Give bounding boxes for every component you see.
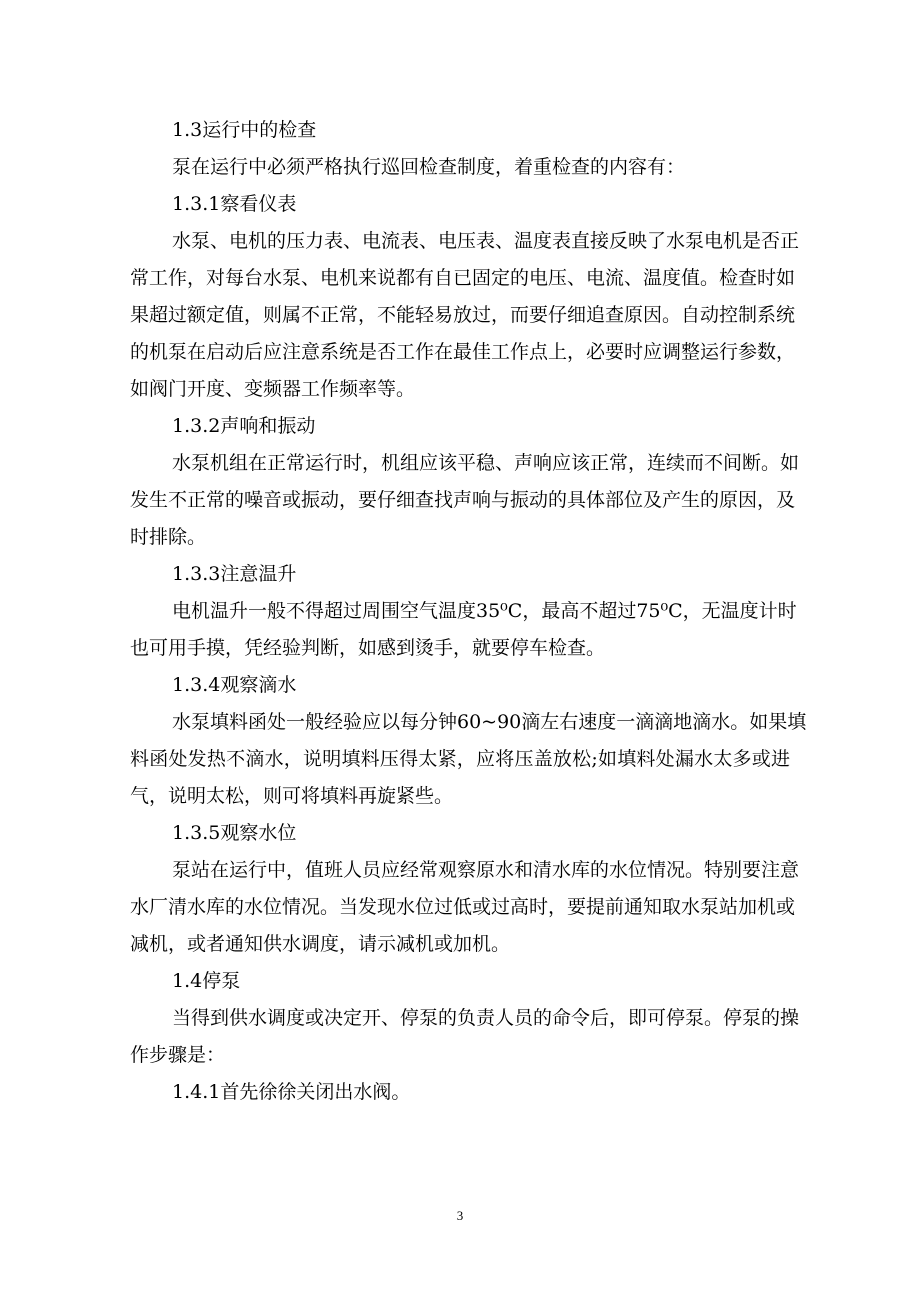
paragraph-line: 减机，或者通知供水调度，请示减机或加机。: [130, 933, 511, 955]
section-heading: 1.4.1首先徐徐关闭出水阀。: [172, 1081, 411, 1103]
section-heading: 1.3运行中的检查: [172, 119, 317, 141]
paragraph-line: 如阀门开度、变频器工作频率等。: [130, 378, 416, 400]
section-heading: 1.3.2声响和振动: [172, 415, 316, 437]
section-heading: 1.3.5观察水位: [172, 822, 297, 844]
paragraph-line: 时排除。: [130, 526, 207, 548]
paragraph-line: 水厂清水库的水位情况。当发现水位过低或过高时，要提前通知取水泵站加机或: [130, 896, 796, 918]
page-number: 3: [456, 1208, 464, 1223]
paragraph-line: 常工作，对每台水泵、电机来说都有自已固定的电压、电流、温度值。检查时如: [130, 267, 796, 289]
paragraph-line: 泵站在运行中，值班人员应经常观察原水和清水库的水位情况。特别要注意: [172, 859, 800, 881]
document-body: [130, 112, 807, 1111]
paragraph-line: 气，说明太松，则可将填料再旋紧些。: [130, 785, 454, 807]
paragraph-line: 发生不正常的噪音或振动，要仔细查找声响与振动的具体部位及产生的原因，及: [130, 489, 796, 511]
section-heading: 1.4停泵: [172, 970, 241, 992]
paragraph-line: 的机泵在启动后应注意系统是否工作在最佳工作点上，必要时应调整运行参数，: [130, 341, 796, 363]
paragraph-line: 作步骤是：: [130, 1044, 226, 1066]
paragraph-line: 也可用手摸，凭经验判断，如感到烫手，就要停车检查。: [130, 637, 606, 659]
section-heading: 1.3.4观察滴水: [172, 674, 297, 696]
paragraph-line: 水泵填料函处一般经验应以每分钟60~90滴左右速度一滴滴地滴水。如果填: [172, 711, 807, 733]
paragraph-line: 料函处发热不滴水，说明填料压得太紧，应将压盖放松;如填料处漏水太多或进: [130, 748, 790, 770]
paragraph-line: 电机温升一般不得超过周围空气温度35⁰C，最高不超过75⁰C，无温度计时: [172, 600, 797, 622]
paragraph-line: 当得到供水调度或决定开、停泵的负责人员的命令后，即可停泵。停泵的操: [172, 1007, 800, 1029]
section-heading: 1.3.3注意温升: [172, 563, 297, 585]
paragraph-line: 果超过额定值，则属不正常，不能轻易放过，而要仔细追查原因。自动控制系统: [130, 304, 796, 326]
paragraph-line: 水泵、电机的压力表、电流表、电压表、温度表直接反映了水泵电机是否正: [172, 230, 800, 252]
section-heading: 1.3.1察看仪表: [172, 193, 297, 215]
paragraph-line: 泵在运行中必须严格执行巡回检查制度，着重检查的内容有：: [172, 156, 686, 178]
paragraph-line: 水泵机组在正常运行时，机组应该平稳、声响应该正常，连续而不间断。如: [172, 452, 800, 474]
